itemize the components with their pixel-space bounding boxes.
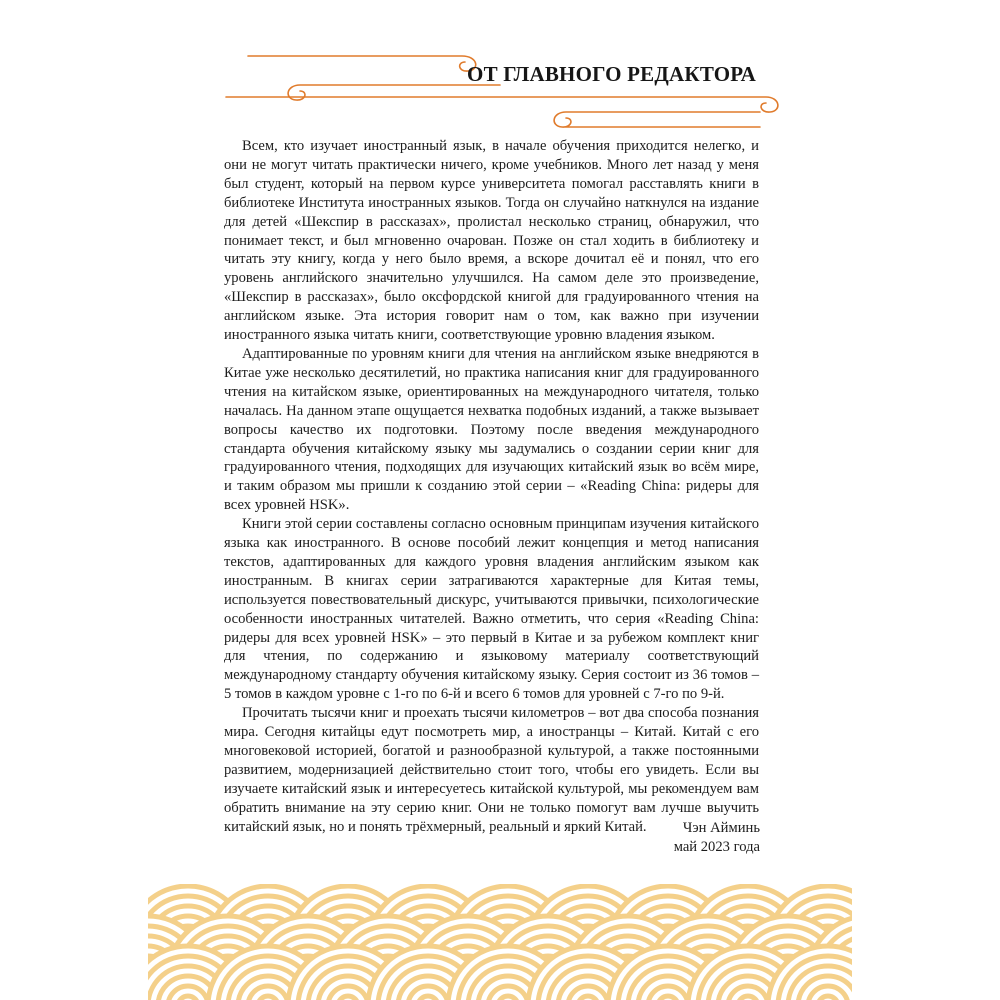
- wave-arcs-group: [148, 886, 852, 1000]
- signature-date: май 2023 года: [673, 839, 760, 855]
- author-name: Чэн Айминь: [682, 820, 760, 836]
- cloud-line-middle: [288, 85, 500, 100]
- wave-pattern-decoration: [148, 884, 852, 1000]
- cloud-line-bottom: [554, 112, 760, 127]
- paragraph: Адаптированные по уровням книги для чтения на английском языке внедряются в Китае уже несколько десятилетий, но практика написания книг для градуированного чтения на китайском языке, ориентированных на международного читателя, только началась. На данном этапе ощущается нехватка подобных изданий, а также вызывает вопросы качество их подготовки. Поэтому после введения международного стандарта обучения китайскому языку мы задумались о создании серии книг для градуированного чтения, подходящих для изучающих китайский язык во всём мире, и таким образом мы пришли к созданию этой серии – «Reading China: ридеры для всех уровней HSK».: [224, 345, 759, 514]
- paragraph: Книги этой серии составлены согласно основным принципам изучения китайского языка как иностранного. В основе пособий лежит концепция и метод написания текстов, адаптированных для каждого уровня владения английским языком как иностранным. В книгах серии затрагиваются характерные для Китая темы, используется повествовательный дискурс, учитываются привычки, психологические особенности иностранных читателей. Важно отметить, что серия «Reading China: ридеры для всех уровней HSK» – это первый в Китае и за рубежом комплект книг для чтения, по содержанию и языковому материалу соответствующий международному стандарту обучения китайскому языку. Серия состоит из 36 томов – 5 томов в каждом уровне с 1-го по 6-й и всего 6 томов для уровней с 7-го по 9-й.: [224, 516, 759, 703]
- paragraph: Прочитать тысячи книг и проехать тысячи километров – вот два способа познания мира. Сегодня китайцы едут посмотреть мир, а иностранцы – Китай. Китай с его многовековой историей, богатой и разнообразной культурой, а также постоянными развитием, модернизацией действительно стоит того, чтобы его увидеть. Если вы изучаете китайский язык и интересуетесь китайской культурой, мы рекомендуем вам обратить внимание на эту серию книг. Они не только помогут вам лучше выучить китайский язык, но и понять трёхмерный, реальный и яркий Китай.: [224, 705, 759, 835]
- cloud-line-top: [248, 56, 476, 71]
- cloud-line-lower: [226, 97, 778, 112]
- signature-block: [674, 819, 760, 857]
- paragraph: Всем, кто изучает иностранный язык, в начале обучения приходится нелегко, и они не могут читать практически ничего, кроме учебников. Много лет назад у меня был студент, который на первом курсе университета помогал расставлять книги в библиотеке Института иностранных языков. Тогда он случайно наткнулся на издание для детей «Шекспир в рассказах», пролистал несколько страниц, обнаружил, что понимает текст, и был мгновенно очарован. Позже он стал ходить в библиотеку и читать эту книгу, когда у него было время, а вскоре дочитал её и понял, что его уровень английского значительно улучшился. На самом деле это произведение, «Шекспир в рассказах», было оксфордской книгой для градуированного чтения на английском языке. Эта история говорит нам о том, как важно при изучении иностранного языка читать книги, соответствующие уровню владения языком.: [224, 138, 759, 344]
- page-title: ОТ ГЛАВНОГО РЕДАКТОРА: [467, 62, 756, 86]
- editor-letter-body: [224, 137, 759, 837]
